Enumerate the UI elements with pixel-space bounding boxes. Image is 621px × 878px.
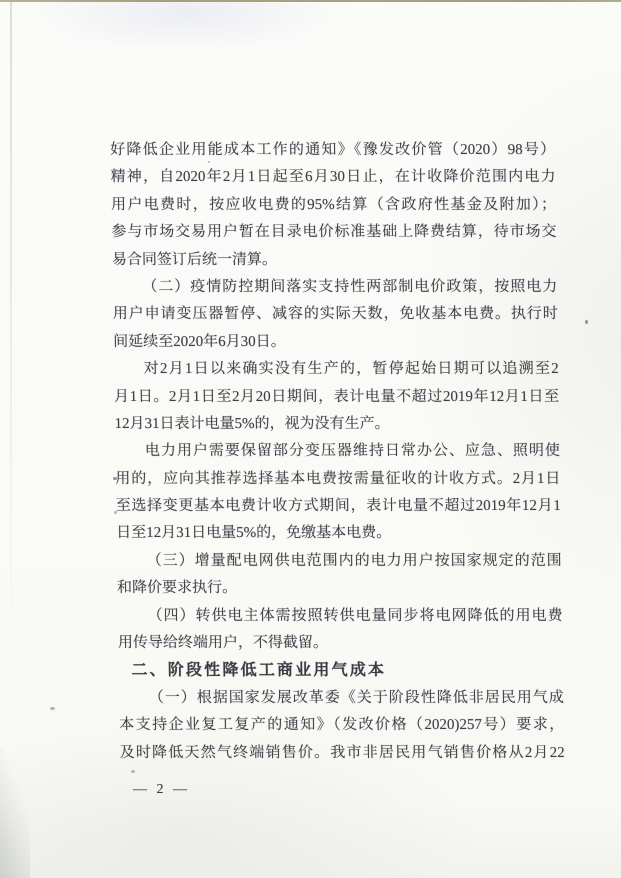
text-line: 用传导给终端用户，不得截留。 — [117, 635, 329, 652]
text-line: 参与市场交易用户暂在目录电价标准基础上降费结算，待市场交 — [111, 224, 557, 241]
document-body-text — [110, 137, 565, 767]
text-line: 精神，自2020年2月1日起至6月30日止，在计收降价范围内电力 — [110, 169, 556, 186]
text-line: 好降低企业用能成本工作的通知》《豫发改价管（2020）98号） — [110, 142, 556, 158]
text-line: 对2月1日以来确实没有生产的，暂停起始日期可以追溯至2 — [143, 361, 559, 378]
text-line: 和降价要求执行。 — [116, 580, 238, 597]
text-line: 日至12月31日电量5%的，免缴基本电费。 — [116, 525, 392, 542]
section-heading: 二、阶段性降低工商业用气成本 — [131, 662, 387, 680]
text-line: 月1日。2月1日至2月20日期间，表计电量不超过2019年12月1日至 — [113, 388, 560, 405]
text-line: （一）根据国家发展改革委《关于阶段性降低非居民用气成 — [148, 689, 564, 706]
text-line: 用户申请变压器暂停、减容的实际天数，免收基本电费。执行时 — [112, 306, 558, 323]
text-line: 电力用户需要保留部分变压器维持日常办公、应急、照明使 — [144, 443, 561, 460]
text-line: 至选择变更基本电费计收方式期间，表计电量不超过2019年12月1 — [115, 498, 561, 515]
text-line: 本支持企业复工复产的通知》（发改价格（2020)257号）要求， — [119, 717, 565, 734]
scan-bottom-sheen — [0, 808, 621, 878]
text-line: （三）增量配电网供电范围内的电力用户按国家规定的范围 — [146, 552, 562, 569]
page-number: — 2 — — [133, 782, 190, 797]
text-line: 间延续至2020年6月30日。 — [113, 333, 286, 350]
scan-speck — [585, 320, 588, 324]
scan-speck — [131, 770, 135, 773]
text-line: 易合同签订后统一清算。 — [111, 251, 278, 268]
page-top-edge — [0, 0, 621, 2]
text-line: 用户电费时，按应收电费的95%结算（含政府性基金及附加）； — [110, 196, 557, 213]
text-line: （四）转供电主体需按照转供电量同步将电网降低的用电费 — [147, 607, 563, 624]
text-line: 12月31日表计电量5%的，视为没有生产。 — [114, 415, 390, 432]
text-line: 用的，应向其推荐选择基本电费按需量征收的计收方式。2月1日 — [115, 470, 561, 487]
scan-speck — [50, 707, 55, 710]
text-line: 及时降低天然气终端销售价。我市非居民用气销售价格从2月22 — [119, 744, 565, 761]
text-line: （二）疫情防控期间落实支持性两部制电价政策，按照电力 — [142, 278, 558, 295]
scan-crease-line — [10, 2, 12, 662]
